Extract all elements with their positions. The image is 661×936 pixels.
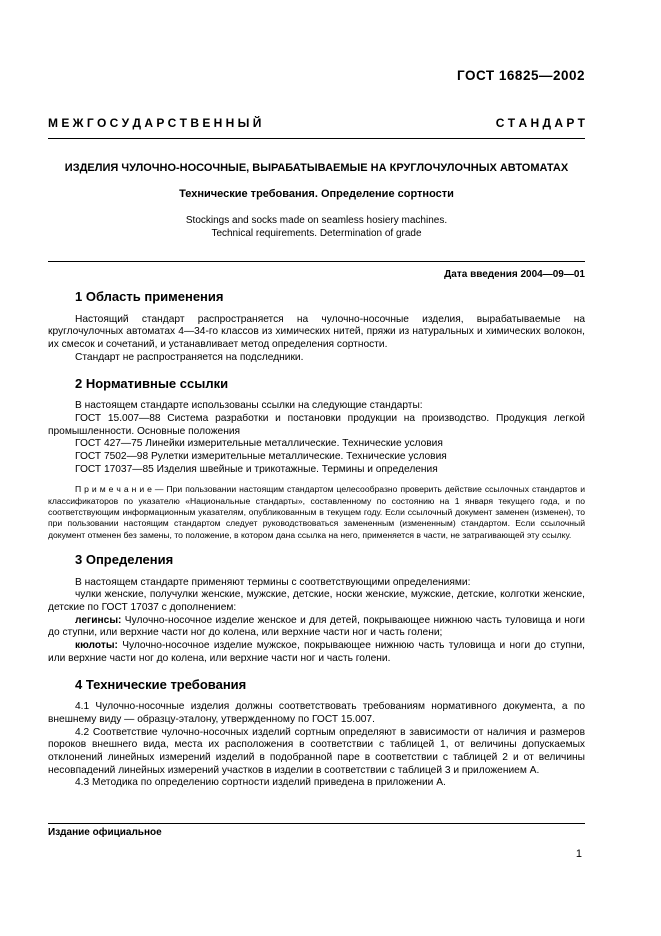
standard-code: ГОСТ 16825—2002: [457, 68, 585, 83]
note-paragraph: [48, 484, 585, 540]
paragraph: чулки женские, получулки женские, мужские, детские, носки женские, мужские, детские, колготки женские, детские по ГОСТ 17037 с дополнением:: [48, 589, 585, 614]
paragraph: В настоящем стандарте использованы ссылки на следующие стандарты:: [75, 400, 423, 412]
note-label: П р и м е ч а н и е: [75, 484, 152, 495]
document-subtitle: Технические требования. Определение сортности: [179, 188, 454, 200]
paragraph: Стандарт не распространяется на подследники.: [75, 351, 304, 363]
edition-label: Издание официальное: [48, 827, 162, 838]
reference-item: ГОСТ 7502—98 Рулетки измерительные металлические. Технические условия: [75, 451, 447, 463]
term-definition: Чулочно-носочное изделие мужское, покрывающее нижнюю часть туловища и ноги до ступни, или верхние части ног до колена, или верхние части ног и часть голени.: [48, 640, 585, 664]
section-heading-references: 2 Нормативные ссылки: [75, 375, 229, 391]
english-title-line: Technical requirements. Determination of grade: [211, 228, 422, 239]
term-definition: Чулочно-носочное изделие женское и для детей, покрывающее нижнюю часть туловища и ноги до ступни, или верхние части ног до колена, или верхние части ног и часть голени;: [48, 614, 585, 639]
term: легинсы:: [75, 614, 122, 626]
document-body: [48, 287, 585, 790]
paragraph: 4.1 Чулочно-носочные изделия должны соответствовать требованиям нормативного документа, а по внешнему виду — образцу-эталону, утвержденному по ГОСТ 15.007.: [48, 701, 585, 725]
definition: [48, 615, 585, 640]
page-number: 1: [575, 848, 582, 860]
standard-type-banner: [48, 116, 585, 130]
english-title-line: Stockings and socks made on seamless hosiery machines.: [185, 215, 448, 226]
note-text: — При пользовании настоящим стандартом целесообразно проверить действие ссылочных стандартов и классификаторов по указателю «Национальные стандарты», составленному по состоянию на 1 января текущего года, и по соответствующим информационным указателям, опубликованным в текущем году. Если ссылочный документ заменен (изменен), то при пользовании настоящим стандартом следует руководствоваться замененным (измененным) стандартом. Если ссылочный документ отменен без замены, то положение, в котором дана ссылка на него, применяется в части, не затрагивающей эту ссылку.: [48, 484, 586, 540]
english-title: [48, 214, 585, 240]
paragraph: 4.3 Методика по определению сортности изделий приведена в приложении А.: [75, 777, 446, 789]
introduction-date: Дата введения 2004—09—01: [444, 269, 585, 280]
reference-item: ГОСТ 427—75 Линейки измерительные металлические. Технические условия: [75, 438, 443, 450]
top-divider: [48, 138, 585, 139]
banner-left: М Е Ж Г О С У Д А Р С Т В Е Н Н Ы Й: [48, 116, 262, 130]
section-heading-scope: 1 Область применения: [75, 289, 224, 304]
banner-right: С Т А Н Д А Р Т: [495, 116, 585, 130]
term: кюлоты:: [75, 640, 118, 652]
document-title: ИЗДЕЛИЯ ЧУЛОЧНО-НОСОЧНЫЕ, ВЫРАБАТЫВАЕМЫЕ НА КРУГЛОЧУЛОЧНЫХ АВТОМАТАХ: [64, 162, 569, 174]
reference-item: ГОСТ 15.007—88 Система разработки и постановки продукции на производство. Продукция легкой промышленности. Основные положения: [48, 412, 585, 437]
title-divider: [48, 261, 585, 262]
paragraph: В настоящем стандарте применяют термины с соответствующими определениями:: [75, 576, 471, 588]
section-heading-definitions: 3 Определения: [75, 551, 174, 567]
footer-divider: [48, 823, 585, 824]
definition: [48, 640, 585, 665]
paragraph: Настоящий стандарт распространяется на чулочно-носочные изделия, вырабатываемые на круглочулочных автоматах 4—34-го классов из химических нитей, пряжи из натуральных и химических волокон, их смесок и сочетаний, и устанавливает метод определения сортности.: [48, 313, 585, 351]
paragraph: 4.2 Соответствие чулочно-носочных изделий сортным определяют в зависимости от наличия и размеров пороков внешнего вида, места их расположения в соответствии с таблицей 1, от величины допускаемых отклонений линейных измерений изделий в подобранной паре в соответствии с таблицей 2 и от величины несовпадений линейных измерений участков в изделии в соответствии с таблицей 3 и приложением А.: [48, 726, 585, 776]
reference-item: ГОСТ 17037—85 Изделия швейные и трикотажные. Термины и определения: [75, 463, 438, 475]
section-heading-requirements: 4 Технические требования: [75, 676, 247, 692]
